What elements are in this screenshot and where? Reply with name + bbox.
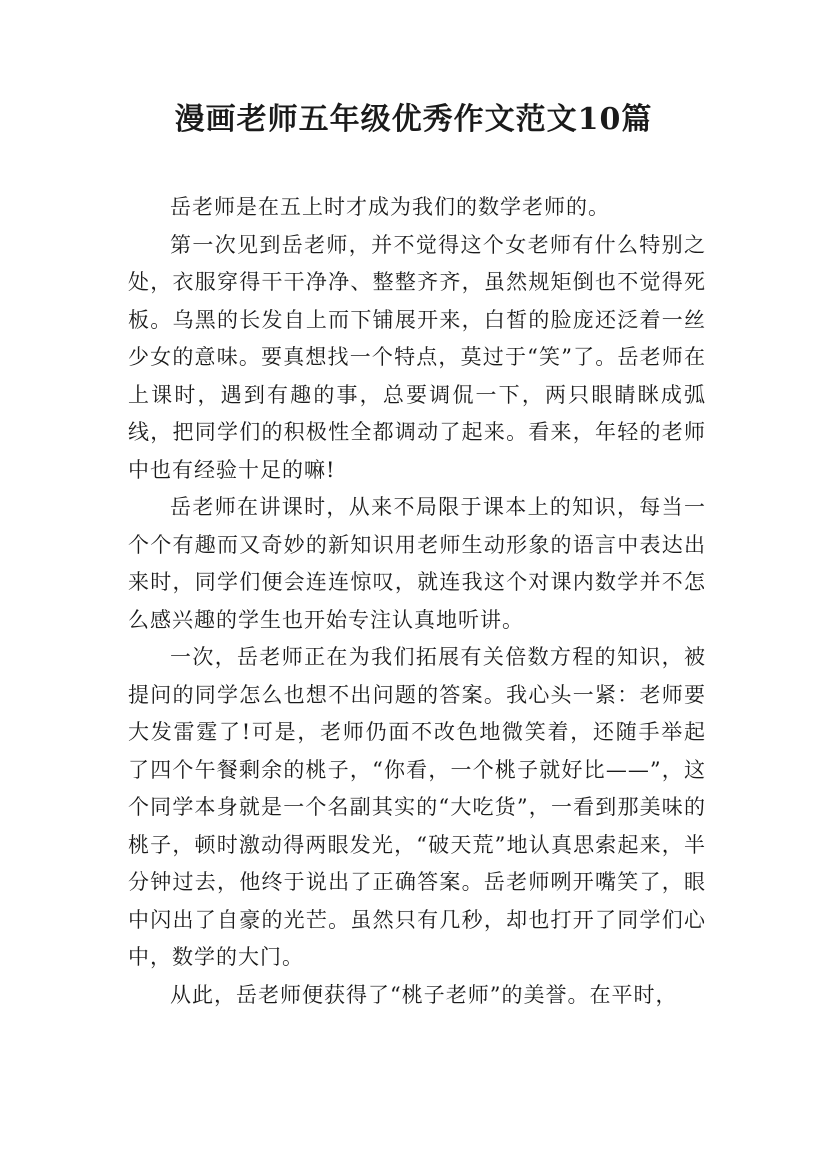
document-title: 漫画老师五年级优秀作文范文10篇 <box>174 102 653 137</box>
document-body <box>128 189 706 1014</box>
paragraph-1: 岳老师是在五上时才成为我们的数学老师的。 <box>170 195 610 219</box>
paragraph-4: 一次，岳老师正在为我们拓展有关倍数方程的知识，被提问的同学怎么也想不出问题的答案。我心头一紧：老师要大发雷霆了!可是，老师仍面不改色地微笑着，还随手举起了四个午餐剩余的桃子，“你看，一个桃子就好比——”，这个同学本身就是一个名副其实的“大吃货”，一看到那美味的桃子，顿时激动得两眼发光，“破天荒”地认真思索起来，半分钟过去，他终于说出了正确答案。岳老师咧开嘴笑了，眼中闪出了自豪的光芒。虽然只有几秒，却也打开了同学们心中，数学的大门。 <box>128 645 706 969</box>
paragraph-5: 从此，岳老师便获得了“桃子老师”的美誉。在平时， <box>170 982 678 1007</box>
paragraph-2: 第一次见到岳老师，并不觉得这个女老师有什么特别之处，衣服穿得干干净净、整整齐齐，虽然规矩倒也不觉得死板。乌黑的长发自上而下铺展开来，白皙的脸庞还泛着一丝少女的意味。要真想找一个特点，莫过于“笑”了。岳老师在上课时，遇到有趣的事，总要调侃一下，两只眼睛眯成弧线，把同学们的积极性全都调动了起来。看来，年轻的老师中也有经验十足的嘛! <box>128 232 706 482</box>
paragraph-3: 岳老师在讲课时，从来不局限于课本上的知识，每当一个个有趣而又奇妙的新知识用老师生动形象的语言中表达出来时，同学们便会连连惊叹，就连我这个对课内数学并不怎么感兴趣的学生也开始专注认真地听讲。 <box>128 495 706 632</box>
